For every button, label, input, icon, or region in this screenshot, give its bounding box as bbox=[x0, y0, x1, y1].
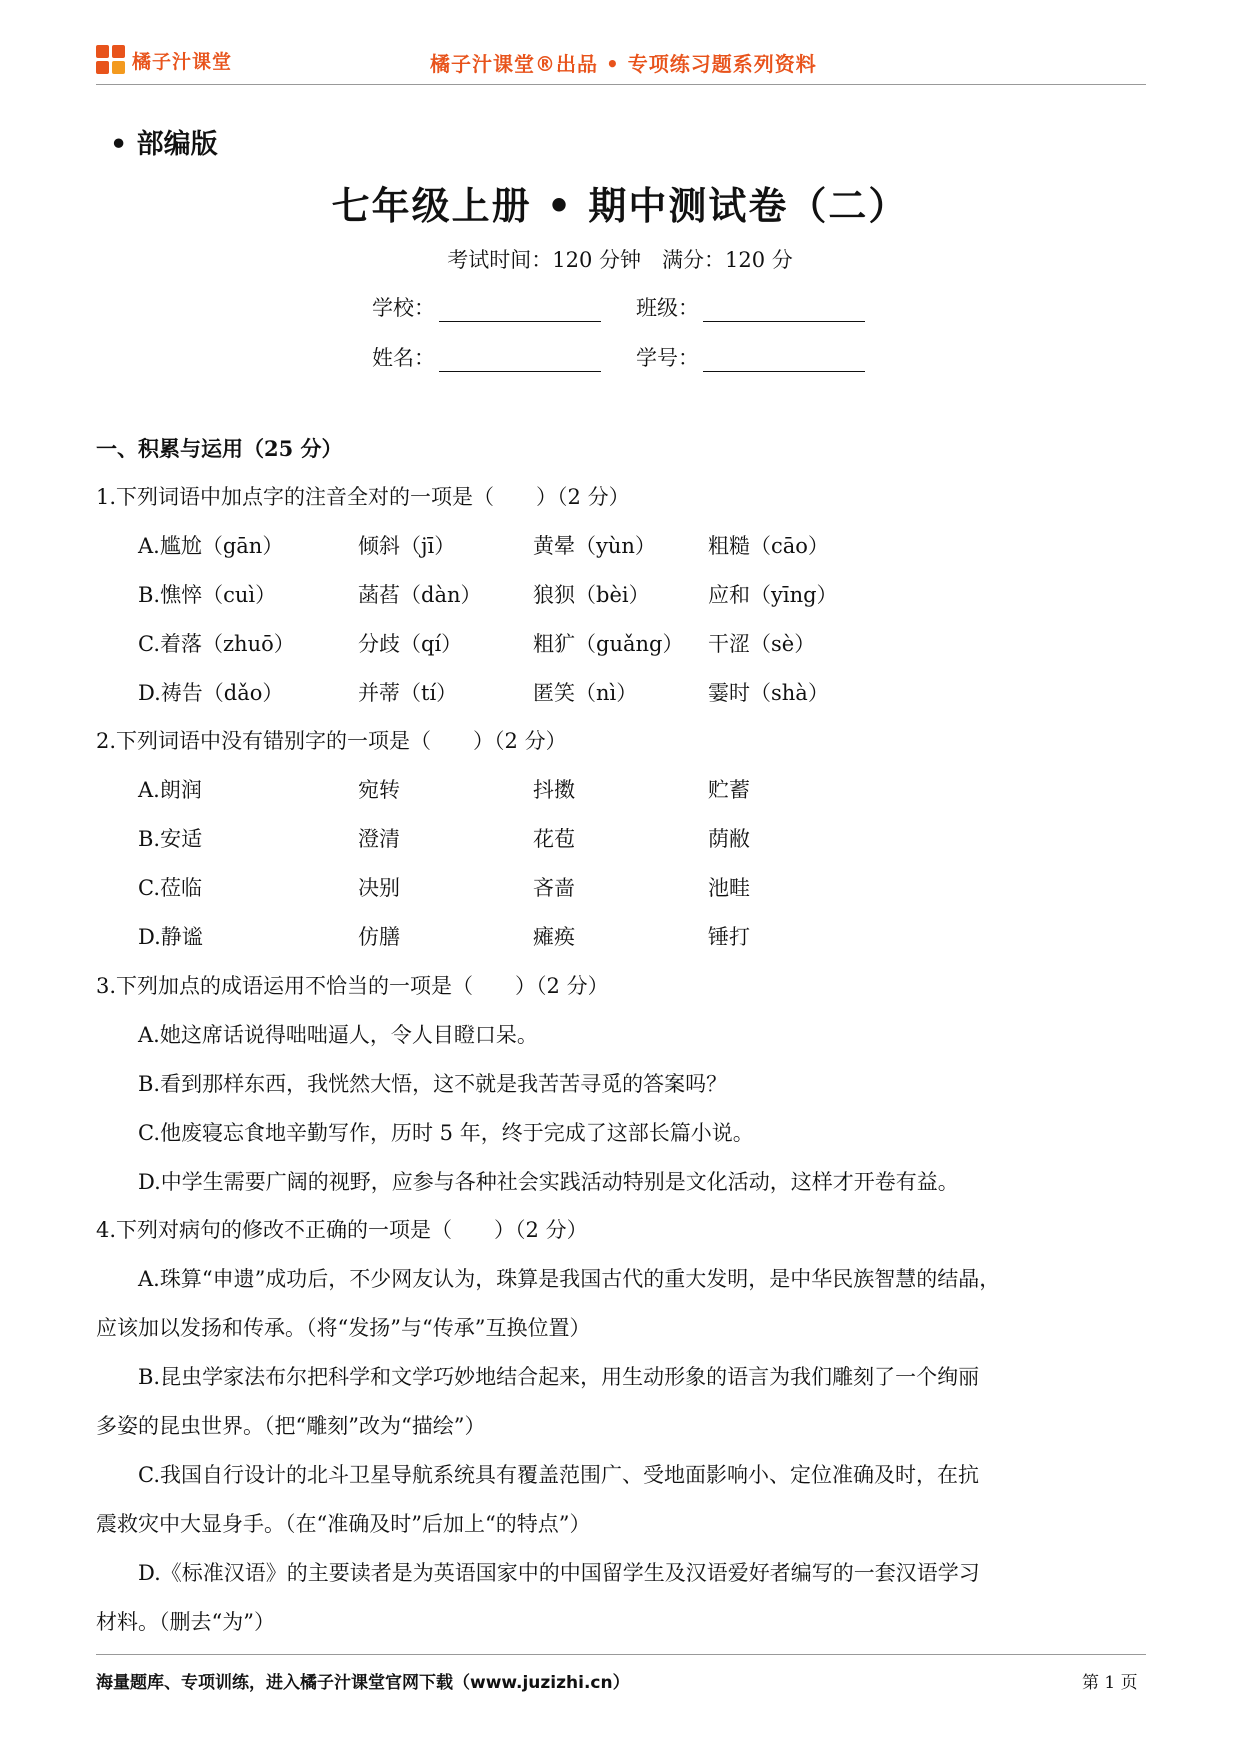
question-1-stem: 1.下列词语中加点字的注音全对的一项是（ ）（2 分） bbox=[96, 485, 630, 509]
question-3-option-d: D.中学生需要广阔的视野，应参与各种社会实践活动特别是文化活动，这样才开卷有益。 bbox=[138, 1170, 959, 1194]
option-cell: 分歧（qí） bbox=[358, 632, 463, 656]
edition-label: • 部编版 bbox=[110, 129, 218, 160]
question-4-option-d-cont: 材料。（删去“为”） bbox=[96, 1610, 275, 1634]
question-3-option-c: C.他废寝忘食地辛勤写作，历时 5 年，终于完成了这部长篇小说。 bbox=[138, 1121, 754, 1145]
option-cell: 并蒂（tí） bbox=[358, 681, 458, 705]
option-cell: 粗犷（guǎng） bbox=[533, 632, 684, 656]
option-cell: 吝啬 bbox=[533, 876, 575, 900]
footer-promo: 海量题库、专项训练，进入橘子汁课堂官网下载（www.juzizhi.cn） bbox=[96, 1673, 630, 1693]
option-cell: 抖擞 bbox=[533, 778, 575, 802]
logo-text: 橘子汁课堂 bbox=[132, 50, 233, 73]
question-3-option-a: A.她这席话说得咄咄逼人，令人目瞪口呆。 bbox=[138, 1023, 538, 1047]
name-field[interactable] bbox=[372, 342, 601, 372]
name-label: 姓名： bbox=[372, 346, 435, 370]
page-title: 七年级上册 • 期中测试卷（二） bbox=[331, 183, 909, 228]
number-label: 学号： bbox=[636, 346, 699, 370]
question-4-option-a-cont: 应该加以发扬和传承。（将“发扬”与“传承”互换位置） bbox=[96, 1316, 591, 1340]
question-4-option-d: D.《标准汉语》的主要读者是为英语国家中的中国留学生及汉语爱好者编写的一套汉语学习 bbox=[138, 1561, 980, 1585]
question-3-option-b: B.看到那样东西，我恍然大悟，这不就是我苦苦寻觅的答案吗？ bbox=[138, 1072, 728, 1096]
option-cell: D.静谧 bbox=[138, 925, 203, 949]
school-label: 学校： bbox=[372, 296, 435, 320]
option-cell: 贮蓄 bbox=[708, 778, 750, 802]
question-1-option-d bbox=[138, 677, 1038, 707]
question-1-option-b bbox=[138, 579, 1038, 609]
option-cell: 瘫痪 bbox=[533, 925, 575, 949]
question-2-stem: 2.下列词语中没有错别字的一项是（ ）（2 分） bbox=[96, 729, 567, 753]
option-cell: 菡萏（dàn） bbox=[358, 583, 482, 607]
option-cell: 荫敝 bbox=[708, 827, 750, 851]
option-cell: 狼狈（bèi） bbox=[533, 583, 650, 607]
option-cell: C.着落（zhuō） bbox=[138, 632, 295, 656]
exam-info: 考试时间：120 分钟 满分：120 分 bbox=[447, 248, 793, 272]
name-blank[interactable] bbox=[439, 349, 601, 372]
option-cell: D.祷告（dǎo） bbox=[138, 681, 284, 705]
section-heading: 一、积累与运用（25 分） bbox=[96, 436, 343, 461]
question-4-option-a: A.珠算“申遗”成功后，不少网友认为，珠算是我国古代的重大发明，是中华民族智慧的结晶， bbox=[138, 1267, 1001, 1291]
number-blank[interactable] bbox=[703, 349, 865, 372]
option-cell: C.莅临 bbox=[138, 876, 202, 900]
option-cell: 黄晕（yùn） bbox=[533, 534, 656, 558]
option-cell: 决别 bbox=[358, 876, 400, 900]
question-4-stem: 4.下列对病句的修改不正确的一项是（ ）（2 分） bbox=[96, 1218, 588, 1242]
question-4-option-c-cont: 震救灾中大显身手。（在“准确及时”后加上“的特点”） bbox=[96, 1512, 591, 1536]
header-divider bbox=[96, 84, 1146, 85]
class-blank[interactable] bbox=[703, 299, 865, 322]
school-blank[interactable] bbox=[439, 299, 601, 322]
option-cell: 粗糙（cāo） bbox=[708, 534, 829, 558]
question-2-option-d bbox=[138, 921, 1038, 951]
option-cell: 倾斜（jī） bbox=[358, 534, 456, 558]
option-cell: 花苞 bbox=[533, 827, 575, 851]
school-field[interactable] bbox=[372, 292, 601, 322]
brand-logo bbox=[96, 44, 232, 76]
option-cell: 仿膳 bbox=[358, 925, 400, 949]
option-cell: 锤打 bbox=[708, 925, 750, 949]
question-4-option-b: B.昆虫学家法布尔把科学和文学巧妙地结合起来，用生动形象的语言为我们雕刻了一个绚丽 bbox=[138, 1365, 980, 1389]
option-cell: 匿笑（nì） bbox=[533, 681, 638, 705]
question-4-option-b-cont: 多姿的昆虫世界。（把“雕刻”改为“描绘”） bbox=[96, 1414, 486, 1438]
option-cell: 澄清 bbox=[358, 827, 400, 851]
option-cell: B.安适 bbox=[138, 827, 203, 851]
footer-divider bbox=[96, 1654, 1146, 1655]
class-field[interactable] bbox=[636, 292, 865, 322]
question-1-option-a bbox=[138, 530, 1038, 560]
option-cell: 干涩（sè） bbox=[708, 632, 816, 656]
question-1-option-c bbox=[138, 628, 1038, 658]
question-2-option-c bbox=[138, 872, 1038, 902]
option-cell: 宛转 bbox=[358, 778, 400, 802]
option-cell: 应和（yīng） bbox=[708, 583, 838, 607]
question-3-stem: 3.下列加点的成语运用不恰当的一项是（ ）（2 分） bbox=[96, 974, 609, 998]
option-cell: A.尴尬（gān） bbox=[138, 534, 284, 558]
class-label: 班级： bbox=[636, 296, 699, 320]
question-4-option-c: C.我国自行设计的北斗卫星导航系统具有覆盖范围广、受地面影响小、定位准确及时，在抗 bbox=[138, 1463, 979, 1487]
option-cell: A.朗润 bbox=[138, 778, 202, 802]
logo-icon bbox=[96, 45, 126, 75]
option-cell: 池畦 bbox=[708, 876, 750, 900]
question-2-option-a bbox=[138, 774, 1038, 804]
page-number: 第 1 页 bbox=[1082, 1673, 1138, 1693]
option-cell: B.憔悴（cuì） bbox=[138, 583, 277, 607]
option-cell: 霎时（shà） bbox=[708, 681, 829, 705]
number-field[interactable] bbox=[636, 342, 865, 372]
question-2-option-b bbox=[138, 823, 1038, 853]
header-title: 橘子汁课堂®出品 • 专项练习题系列资料 bbox=[430, 52, 817, 76]
